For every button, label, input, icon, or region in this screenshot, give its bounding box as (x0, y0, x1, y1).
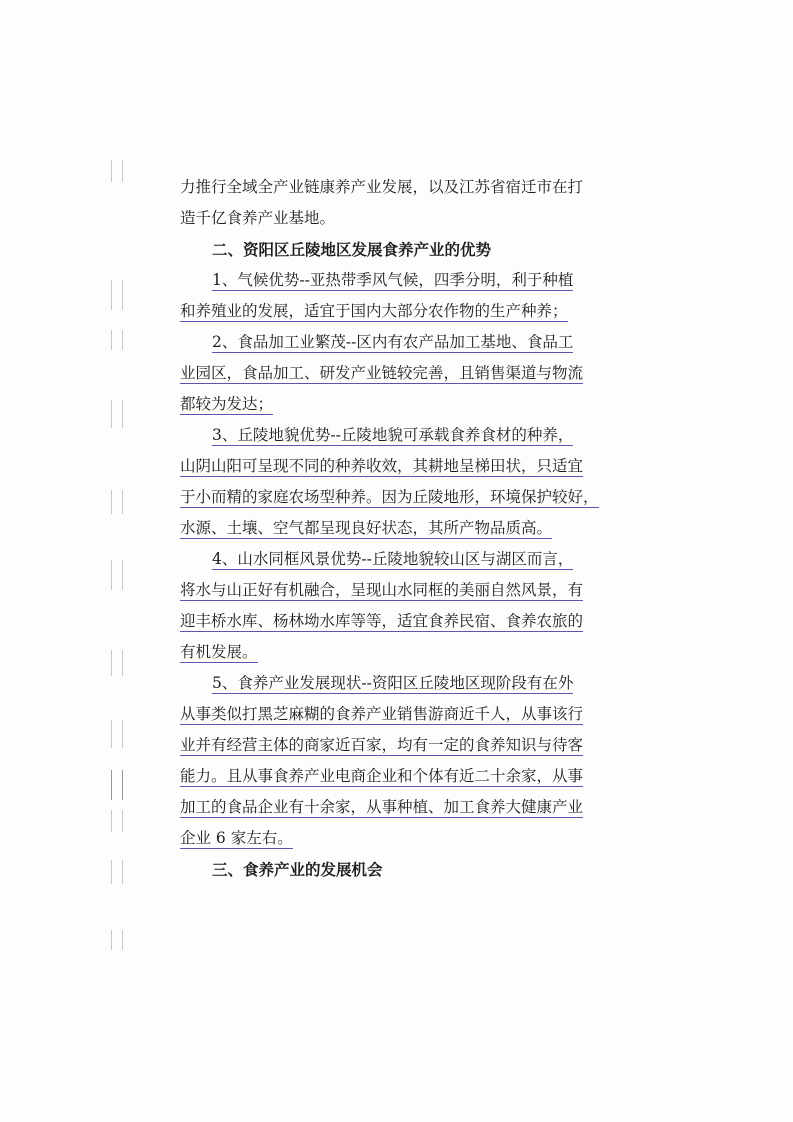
line-text: 力推行全域全产业链康养产业发展，以及江苏省宿迁市在打 (180, 178, 584, 196)
section-heading (180, 234, 610, 265)
paragraph-line (180, 606, 610, 637)
document-body (180, 172, 610, 885)
binding-mark (111, 560, 123, 590)
paragraph-line (180, 265, 610, 296)
binding-mark (111, 330, 123, 350)
line-text: 和养殖业的发展，适宜于国内大部分农作物的生产种养； (180, 302, 568, 320)
binding-mark (111, 400, 123, 428)
binding-mark (111, 490, 123, 514)
line-text: 业园区，食品加工、研发产业链较完善，且销售渠道与物流 (180, 364, 584, 382)
paragraph-line (180, 203, 610, 234)
line-text: 加工的食品企业有十余家，从事种植、加工食养大健康产业 (180, 798, 584, 816)
paragraph-line (180, 637, 610, 668)
line-text: 能力。且从事食养产业电商企业和个体有近二十余家，从事 (180, 767, 584, 785)
line-text: 3、丘陵地貌优势--丘陵地貌可承载食养食材的种养， (212, 426, 574, 444)
line-text: 有机发展。 (180, 643, 258, 661)
paragraph-line (180, 668, 610, 699)
line-text: 三、食养产业的发展机会 (212, 860, 383, 879)
paragraph-line (180, 389, 610, 420)
paragraph-line (180, 823, 610, 854)
line-text: 水源、土壤、空气都呈现良好状态，其所产物品质高。 (180, 519, 553, 537)
paragraph-line (180, 575, 610, 606)
line-text: 都较为发达； (180, 395, 274, 413)
binding-mark (111, 770, 123, 800)
paragraph-line (180, 544, 610, 575)
line-text: 5、食养产业发展现状--资阳区丘陵地区现阶段有在外 (212, 674, 574, 692)
binding-mark (111, 720, 123, 748)
paragraph-line (180, 792, 610, 823)
paragraph-line (180, 730, 610, 761)
binding-mark (111, 160, 123, 182)
binding-mark (111, 810, 123, 832)
section-heading (180, 854, 610, 885)
binding-mark (111, 930, 123, 950)
line-text: 将水与山正好有机融合，呈现山水同框的美丽自然风景，有 (180, 581, 584, 599)
line-text: 迎丰桥水库、杨林坳水库等等，适宜食养民宿、食养农旅的 (180, 612, 584, 630)
line-text: 造千亿食养产业基地。 (180, 209, 336, 227)
line-text: 企业 6 家左右。 (180, 829, 293, 847)
line-text: 从事类似打黑芝麻糊的食养产业销售游商近千人，从事该行 (180, 705, 584, 723)
line-text: 业并有经营主体的商家近百家，均有一定的食养知识与待客 (180, 736, 584, 754)
binding-mark (111, 860, 123, 884)
paragraph-line (180, 513, 610, 544)
line-text: 1、气候优势--亚热带季风气候，四季分明，利于种植 (212, 271, 574, 289)
line-text: 2、食品加工业繁茂--区内有农产品加工基地、食品工 (212, 333, 574, 351)
binding-mark (111, 280, 123, 310)
paragraph-line (180, 451, 610, 482)
line-text: 二、资阳区丘陵地区发展食养产业的优势 (212, 240, 492, 259)
line-text: 4、山水同框风景优势--丘陵地貌较山区与湖区而言， (212, 550, 574, 568)
paragraph-line (180, 327, 610, 358)
line-text: 山阴山阳可呈现不同的种养收效，其耕地呈梯田状，只适宜 (180, 457, 584, 475)
paragraph-line (180, 358, 610, 389)
paragraph-line (180, 482, 610, 513)
binding-marks (108, 160, 124, 960)
paragraph-line (180, 420, 610, 451)
paragraph-line (180, 172, 610, 203)
binding-mark (111, 650, 123, 676)
paragraph-line (180, 761, 610, 792)
paragraph-line (180, 699, 610, 730)
line-text: 于小而精的家庭农场型种养。因为丘陵地形，环境保护较好， (180, 488, 599, 506)
paragraph-line (180, 296, 610, 327)
